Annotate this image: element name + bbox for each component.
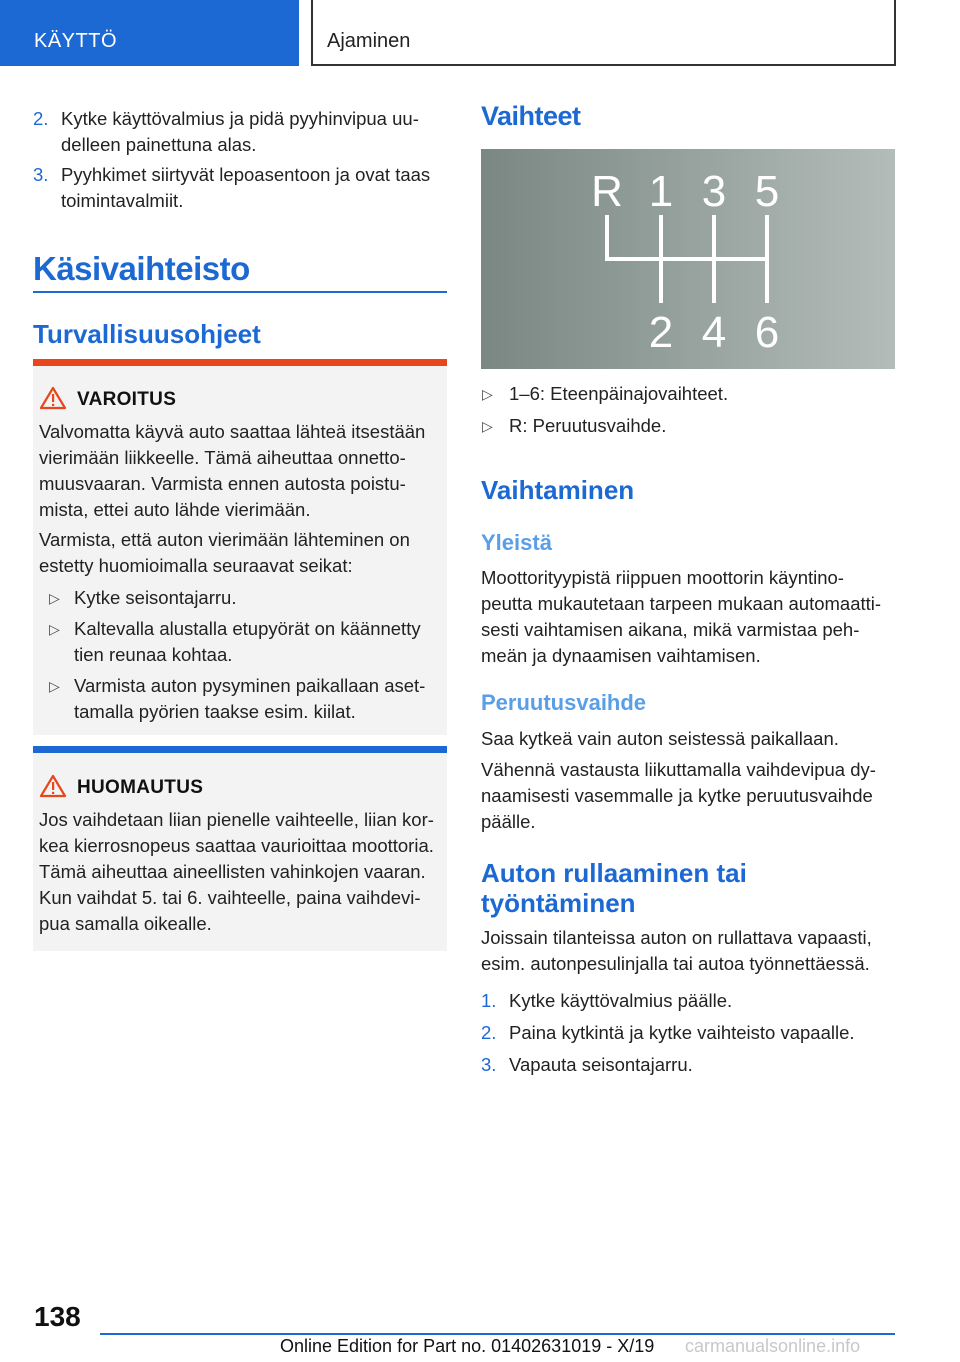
notice-text: Tämä aiheuttaa aineellisten vahinkojen vaaran. bbox=[39, 861, 426, 882]
heading-rolling: työntäminen bbox=[481, 888, 636, 918]
gear-shift-pattern-image bbox=[481, 149, 895, 369]
reverse-text: Vähennä vastausta liikuttamalla vaihdevipua dy‐ bbox=[481, 759, 876, 780]
reverse-text: päälle. bbox=[481, 811, 536, 832]
watermark-text: carmanualsonline.info bbox=[685, 1336, 861, 1356]
warning-text: Valvomatta käyvä auto saattaa lähteä itsestään bbox=[39, 421, 426, 442]
page-number: 138 bbox=[34, 1301, 81, 1332]
gear-bullet-text: R: Peruutusvaihde. bbox=[509, 415, 667, 436]
heading-rolling: Auton rullaaminen tai bbox=[481, 858, 747, 888]
heading-rule bbox=[33, 291, 447, 293]
reverse-text: Saa kytkeä vain auton seistessä paikallaan. bbox=[481, 728, 839, 749]
heading-shifting: Vaihtaminen bbox=[481, 475, 635, 505]
notice-text: pua samalla oikealle. bbox=[39, 913, 212, 934]
step-number: 2. bbox=[481, 1022, 497, 1043]
warning-text: vierimään liikkeelle. Tämä aiheuttaa onnetto‐ bbox=[39, 447, 406, 468]
section-tab: Ajaminen bbox=[311, 0, 896, 66]
general-text: peutta mukautetaan tarpeen mukaan automaatti‐ bbox=[481, 593, 882, 614]
notice-text: Kun vaihdat 5. tai 6. vaihteelle, paina vaihdevi‐ bbox=[39, 887, 421, 908]
notice-text: Jos vaihdetaan liian pienelle vaihteelle, liian kor‐ bbox=[39, 809, 434, 830]
chapter-tab: KÄYTTÖ bbox=[0, 0, 299, 66]
bullet-triangle-icon: ▷ bbox=[482, 418, 493, 434]
gear-label: 2 bbox=[648, 308, 674, 357]
footer-rule bbox=[100, 1333, 895, 1335]
bullet-text: tien reunaa kohtaa. bbox=[74, 644, 233, 665]
rolling-text: Joissain tilanteissa auton on rullattava vapaasti, bbox=[481, 927, 872, 948]
gear-label: 4 bbox=[701, 308, 727, 357]
gear-label: 6 bbox=[754, 308, 780, 357]
edition-text: Online Edition for Part no. 01402631019 - X/19 bbox=[280, 1336, 655, 1356]
bullet-text: Kaltevalla alustalla etupyörät on käännetty bbox=[74, 618, 421, 639]
bullet-triangle-icon: ▷ bbox=[49, 621, 60, 637]
bullet-text: tamalla pyörien taakse esim. kiilat. bbox=[74, 701, 356, 722]
gear-label: R bbox=[591, 167, 623, 216]
step-text: Vapauta seisontajarru. bbox=[509, 1054, 693, 1075]
general-text: Moottorityypistä riippuen moottorin käyntino‐ bbox=[481, 567, 844, 588]
step-number: 3. bbox=[33, 164, 49, 185]
step-text: delleen painettuna alas. bbox=[61, 134, 257, 155]
warning-text: mista, ettei auto lähde vierimään. bbox=[39, 499, 311, 520]
gear-pattern-svg bbox=[481, 149, 895, 369]
gear-label: 3 bbox=[701, 167, 727, 216]
step-text: Paina kytkintä ja kytke vaihteisto vapaalle. bbox=[509, 1022, 855, 1043]
gear-label: 5 bbox=[754, 167, 780, 216]
bullet-triangle-icon: ▷ bbox=[49, 590, 60, 606]
warning-text: Varmista, että auton vierimään lähteminen on bbox=[39, 529, 410, 550]
warning-text: estetty huomioimalla seuraavat seikat: bbox=[39, 555, 353, 576]
reverse-text: naamisesti vasemmalle ja kytke peruutusvaihde bbox=[481, 785, 873, 806]
bullet-text: Varmista auton pysyminen paikallaan aset‐ bbox=[74, 675, 426, 696]
rolling-text: esim. autonpesulinjalla tai autoa työnnettäessä. bbox=[481, 953, 870, 974]
page-header bbox=[0, 0, 960, 66]
step-text: toimintavalmiit. bbox=[61, 190, 184, 211]
heading-general: Yleistä bbox=[481, 530, 552, 555]
step-number: 1. bbox=[481, 990, 497, 1011]
heading-manual-transmission: Käsivaihteisto bbox=[33, 250, 250, 287]
step-text: Kytke käyttövalmius päälle. bbox=[509, 990, 733, 1011]
step-number: 2. bbox=[33, 108, 49, 129]
notice-bar bbox=[33, 746, 447, 753]
warning-box bbox=[33, 359, 447, 735]
heading-gears: Vaihteet bbox=[481, 101, 581, 131]
notice-text: kea kierrosnopeus saattaa vaurioittaa moottoria. bbox=[39, 835, 434, 856]
bullet-text: Kytke seisontajarru. bbox=[74, 587, 237, 608]
warning-title: VAROITUS bbox=[77, 389, 177, 410]
step-number: 3. bbox=[481, 1054, 497, 1075]
bullet-triangle-icon: ▷ bbox=[482, 386, 493, 402]
gear-bullet-text: 1–6: Eteenpäinajovaihteet. bbox=[509, 383, 729, 404]
warning-triangle-icon bbox=[39, 386, 67, 410]
step-text: Kytke käyttövalmius ja pidä pyyhinvipua uu‐ bbox=[61, 108, 419, 129]
notice-title: HUOMAUTUS bbox=[77, 777, 204, 798]
warning-text: muusvaaran. Varmista ennen autosta poistu‐ bbox=[39, 473, 406, 494]
notice-box bbox=[33, 746, 447, 951]
warning-triangle-icon bbox=[39, 774, 67, 798]
bullet-triangle-icon: ▷ bbox=[49, 678, 60, 694]
gear-label: 1 bbox=[648, 167, 674, 216]
heading-safety: Turvallisuusohjeet bbox=[33, 319, 261, 349]
warning-bar bbox=[33, 359, 447, 366]
general-text: sesti vaihtamisen aikana, mikä varmistaa peh‐ bbox=[481, 619, 860, 640]
step-text: Pyyhkimet siirtyvät lepoasentoon ja ovat taas bbox=[61, 164, 431, 185]
general-text: meän ja dynaamisen vaihtamisen. bbox=[481, 645, 761, 666]
heading-reverse-gear: Peruutusvaihde bbox=[481, 690, 647, 715]
